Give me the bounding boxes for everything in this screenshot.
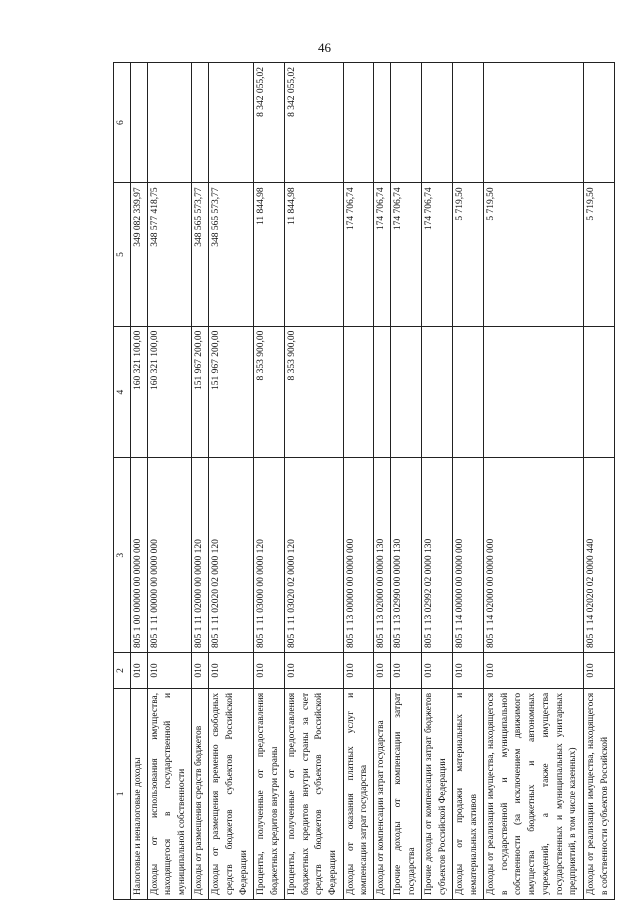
row-actual-value: 348 577 418,75 — [147, 183, 192, 326]
row-name-cell: Проценты, полученные от предоставления бюджетных кредитов внутри страны за счет средств бюджетов субъектов Российской Федерации — [284, 688, 343, 899]
row-actual-value: 174 706,74 — [343, 183, 374, 326]
header-col-1: 1 — [114, 688, 131, 899]
row-plan-value — [374, 326, 391, 458]
row-plan-value: 8 353 900,00 — [254, 326, 285, 458]
row-unexecuted-value — [209, 63, 254, 183]
row-code-cell: 010 — [254, 653, 285, 689]
table-row — [130, 63, 147, 900]
row-kbk-cell: 805 1 14 00000 00 0000 000 — [452, 458, 483, 653]
row-plan-value: 151 967 200,00 — [192, 326, 209, 458]
row-code-cell: 010 — [343, 653, 374, 689]
row-name-cell: Проценты, полученные от предоставления бюджетных кредитов внутри страны — [254, 688, 285, 899]
row-actual-value: 348 565 573,77 — [209, 183, 254, 326]
row-plan-value: 160 321 100,00 — [130, 326, 147, 458]
row-code-cell: 010 — [130, 653, 147, 689]
row-kbk-cell: 805 1 13 02990 00 0000 130 — [391, 458, 422, 653]
row-plan-value — [452, 326, 483, 458]
row-actual-value: 174 706,74 — [422, 183, 453, 326]
row-kbk-cell: 805 1 13 02992 02 0000 130 — [422, 458, 453, 653]
table-row — [584, 63, 615, 900]
row-code-cell: 010 — [284, 653, 343, 689]
row-unexecuted-value — [483, 63, 583, 183]
header-col-5: 5 — [114, 183, 131, 326]
rotated-table — [113, 62, 615, 900]
row-unexecuted-value — [391, 63, 422, 183]
row-plan-value — [422, 326, 453, 458]
row-name-cell: Прочие доходы от компенсации затрат бюджетов субъектов Российской Федерации — [422, 688, 453, 899]
row-unexecuted-value — [130, 63, 147, 183]
table-row — [284, 63, 343, 900]
row-unexecuted-value: 8 342 055,02 — [284, 63, 343, 183]
row-actual-value: 174 706,74 — [391, 183, 422, 326]
table-row — [343, 63, 374, 900]
row-kbk-cell: 805 1 11 02020 02 0000 120 — [209, 458, 254, 653]
table-row — [374, 63, 391, 900]
row-actual-value: 5 719,50 — [452, 183, 483, 326]
header-col-4: 4 — [114, 326, 131, 458]
row-kbk-cell: 805 1 11 03020 02 0000 120 — [284, 458, 343, 653]
table-row — [147, 63, 192, 900]
row-plan-value — [391, 326, 422, 458]
row-name-cell: Доходы от использования имущества, находящегося в государственной и муниципальной собственности — [147, 688, 192, 899]
row-code-cell: 010 — [452, 653, 483, 689]
row-name-cell: Доходы от реализации имущества, находящегося в государственной и муниципальной собственности (за исключением движимого имущества бюджетных и автономных учреждений, а также имущества государственных и муниципальных унитарных предприятий, в том числе казенных) — [483, 688, 583, 899]
row-name-cell: Доходы от размещения временно свободных средств бюджетов субъектов Российской Федерации — [209, 688, 254, 899]
row-code-cell: 010 — [147, 653, 192, 689]
row-code-cell: 010 — [374, 653, 391, 689]
row-code-cell: 010 — [192, 653, 209, 689]
row-name-cell: Доходы от компенсации затрат государства — [374, 688, 391, 899]
row-plan-value — [343, 326, 374, 458]
row-actual-value: 11 844,98 — [284, 183, 343, 326]
table-row — [209, 63, 254, 900]
row-kbk-cell: 805 1 11 03000 00 0000 120 — [254, 458, 285, 653]
row-code-cell: 010 — [584, 653, 615, 689]
row-unexecuted-value — [584, 63, 615, 183]
row-plan-value: 160 321 100,00 — [147, 326, 192, 458]
row-code-cell: 010 — [422, 653, 453, 689]
row-unexecuted-value — [374, 63, 391, 183]
table-row — [192, 63, 209, 900]
row-code-cell: 010 — [391, 653, 422, 689]
header-col-6: 6 — [114, 63, 131, 183]
row-kbk-cell: 805 1 14 02000 00 0000 000 — [483, 458, 583, 653]
row-kbk-cell: 805 1 13 00000 00 0000 000 — [343, 458, 374, 653]
row-actual-value: 11 844,98 — [254, 183, 285, 326]
row-kbk-cell: 805 1 14 02020 02 0000 440 — [584, 458, 615, 653]
table-row — [483, 63, 583, 900]
row-name-cell: Прочие доходы от компенсации затрат государства — [391, 688, 422, 899]
row-name-cell: Доходы от реализации имущества, находящегося в собственности субъектов Российской — [584, 688, 615, 899]
row-name-cell: Доходы от продажи материальных и нематериальных активов — [452, 688, 483, 899]
row-unexecuted-value: 8 342 055,02 — [254, 63, 285, 183]
row-plan-value — [483, 326, 583, 458]
row-kbk-cell: 805 1 13 02000 00 0000 130 — [374, 458, 391, 653]
page-number: 46 — [318, 40, 331, 55]
row-actual-value: 5 719,50 — [584, 183, 615, 326]
row-unexecuted-value — [147, 63, 192, 183]
row-actual-value: 348 565 573,77 — [192, 183, 209, 326]
revenue-table — [113, 62, 615, 900]
row-kbk-cell: 805 1 00 00000 00 0000 000 — [130, 458, 147, 653]
row-actual-value: 174 706,74 — [374, 183, 391, 326]
row-kbk-cell: 805 1 11 02000 00 0000 120 — [192, 458, 209, 653]
header-col-2: 2 — [114, 653, 131, 689]
row-code-cell: 010 — [209, 653, 254, 689]
table-row — [422, 63, 453, 900]
table-container — [113, 62, 615, 900]
row-actual-value: 5 719,50 — [483, 183, 583, 326]
table-row — [254, 63, 285, 900]
row-unexecuted-value — [452, 63, 483, 183]
table-row — [452, 63, 483, 900]
header-row — [114, 63, 131, 900]
row-name-cell: Налоговые и неналоговые доходы — [130, 688, 147, 899]
header-col-3: 3 — [114, 458, 131, 653]
row-unexecuted-value — [192, 63, 209, 183]
row-kbk-cell: 805 1 11 00000 00 0000 000 — [147, 458, 192, 653]
row-plan-value — [584, 326, 615, 458]
table-row — [391, 63, 422, 900]
row-code-cell: 010 — [483, 653, 583, 689]
row-name-cell: Доходы от оказания платных услуг и компенсации затрат государства — [343, 688, 374, 899]
row-unexecuted-value — [343, 63, 374, 183]
row-name-cell: Доходы от размещения средств бюджетов — [192, 688, 209, 899]
row-plan-value: 151 967 200,00 — [209, 326, 254, 458]
row-actual-value: 349 082 339,97 — [130, 183, 147, 326]
row-unexecuted-value — [422, 63, 453, 183]
row-plan-value: 8 353 900,00 — [284, 326, 343, 458]
